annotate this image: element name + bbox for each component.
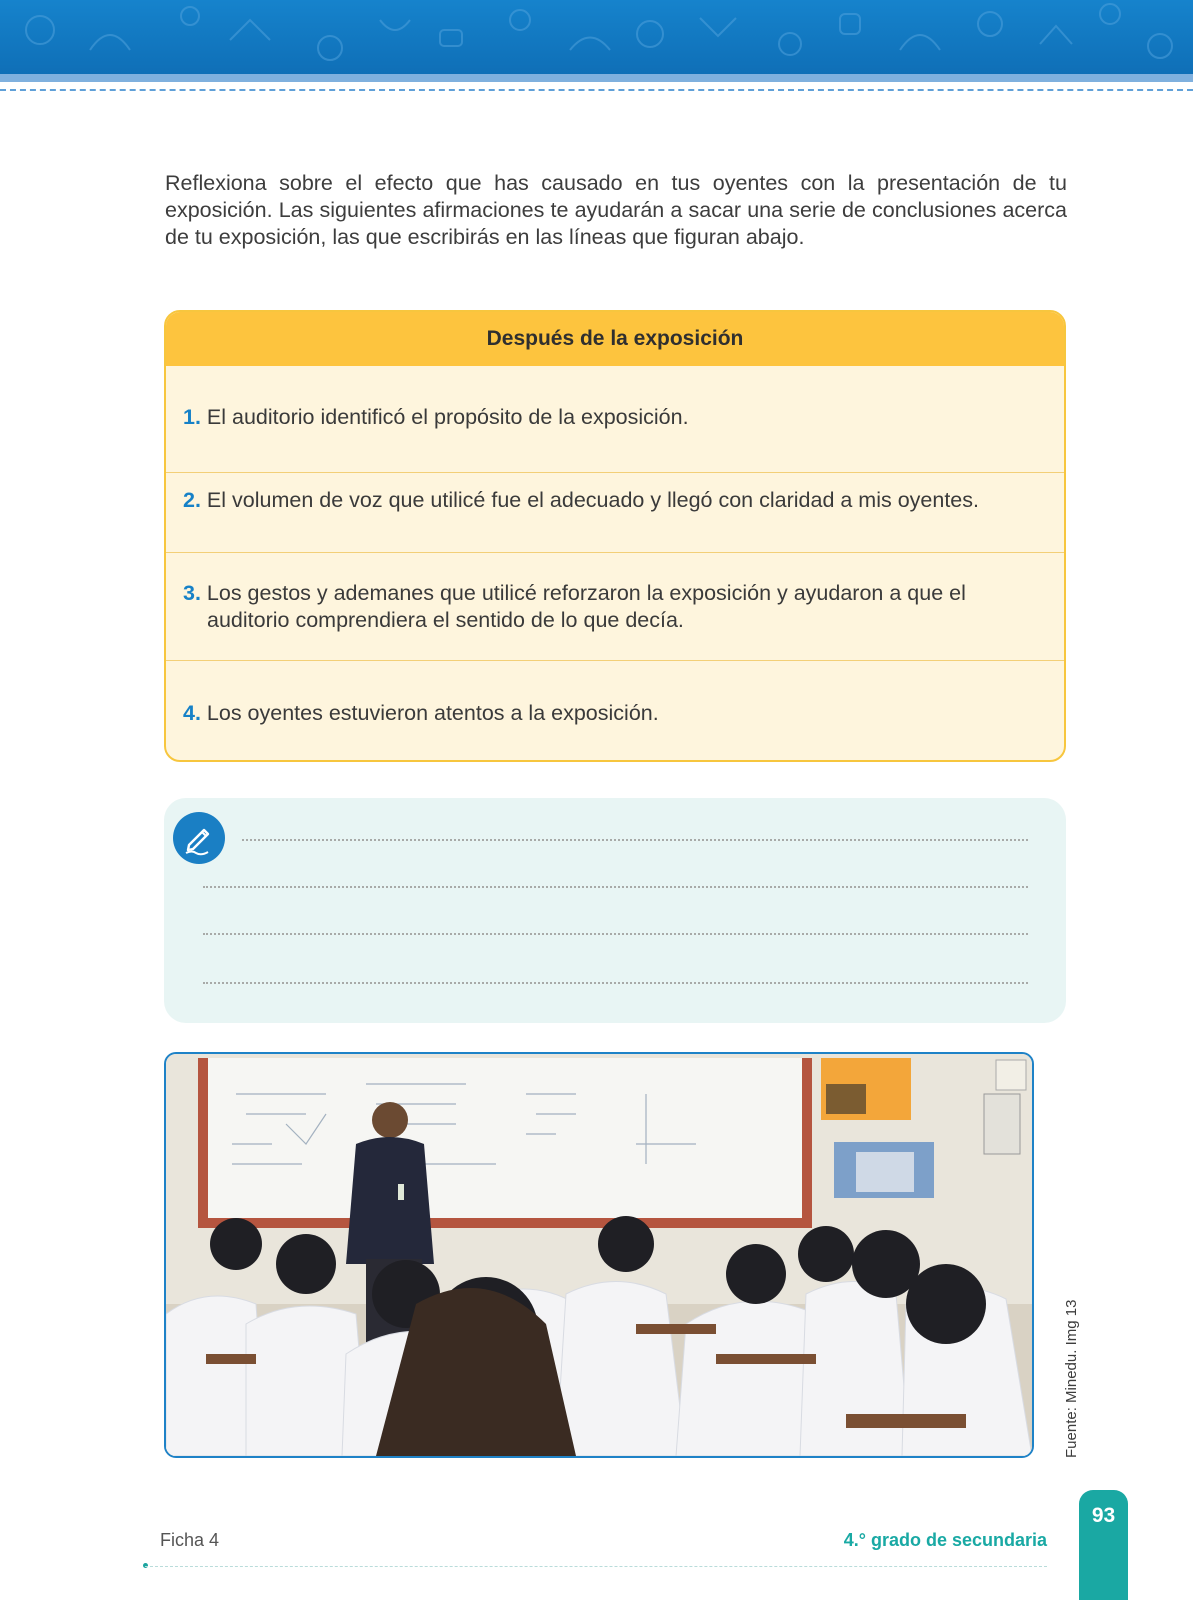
row-divider	[166, 660, 1064, 661]
page-number: 93	[1079, 1490, 1128, 1600]
answer-line[interactable]	[203, 886, 1028, 888]
item-number: 4.	[183, 701, 201, 725]
checklist-item	[166, 580, 1064, 634]
photo-credit: Fuente: Minedu. Img 13	[1063, 1299, 1080, 1458]
row-divider	[166, 552, 1064, 553]
item-text: Los oyentes estuvieron atentos a la exposición.	[206, 701, 659, 725]
footer-grado: 4.° grado de secundaria	[843, 1530, 1047, 1550]
doodle-pattern-icon	[0, 0, 1193, 74]
answer-line[interactable]	[242, 839, 1028, 841]
footer-ficha: Ficha 4	[160, 1530, 220, 1550]
answer-line[interactable]	[203, 982, 1028, 984]
footer-rule	[145, 1566, 1047, 1567]
pencil-icon	[173, 812, 225, 864]
banner-stripe	[0, 74, 1193, 82]
answer-line[interactable]	[203, 933, 1028, 935]
checklist-item	[166, 487, 1064, 514]
item-text: El volumen de voz que utilicé fue el adecuado y llegó con claridad a mis oyentes.	[206, 488, 979, 512]
notes-box	[164, 798, 1066, 1023]
item-text: Los gestos y ademanes que utilicé reforzaron la exposición y ayudaron a que el auditorio comprendiera el sentido de lo que decía.	[206, 581, 966, 632]
banner-dashed-rule	[0, 89, 1193, 91]
checklist-card	[164, 310, 1066, 762]
checklist-item	[166, 404, 1064, 431]
classroom-photo	[164, 1052, 1034, 1458]
intro-paragraph: Reflexiona sobre el efecto que has causado en tus oyentes con la presentación de tu exposición. Las siguientes afirmaciones te ayudarán a sacar una serie de conclusiones acerca de tu exposición, las que escribirás en las líneas que figuran abajo.	[165, 171, 1067, 249]
item-number: 1.	[183, 405, 201, 429]
item-number: 2.	[183, 488, 201, 512]
checklist-item	[166, 700, 1064, 727]
top-banner	[0, 0, 1193, 74]
checklist-title: Después de la exposición	[166, 312, 1064, 366]
item-text: El auditorio identificó el propósito de la exposición.	[206, 405, 689, 429]
row-divider	[166, 472, 1064, 473]
item-number: 3.	[183, 581, 201, 605]
